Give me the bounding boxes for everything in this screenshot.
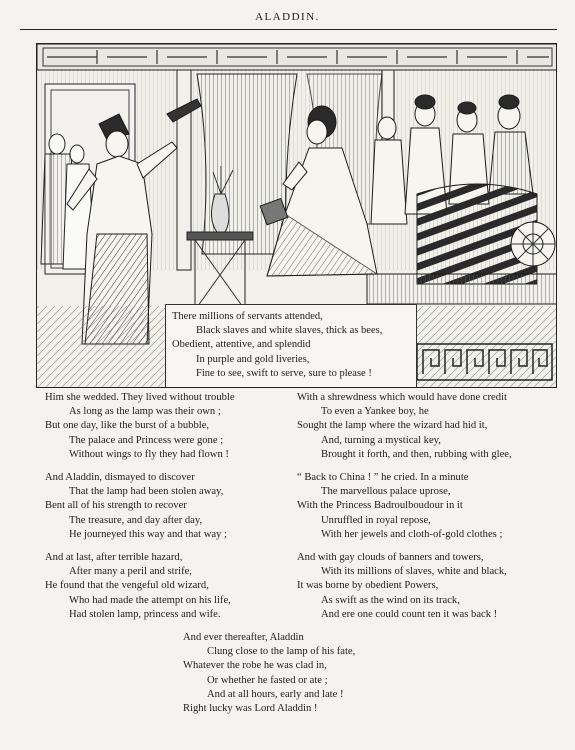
verse-line: “ Back to China ! ” he cried. In a minute xyxy=(297,472,469,484)
caption-line: Black slaves and white slaves, thick as bees, xyxy=(196,325,383,337)
verse-line: And ever thereafter, Aladdin xyxy=(183,632,304,643)
verse-line: Clung close to the lamp of his fate, xyxy=(207,646,356,658)
verse-line: But one day, like the burst of a bubble, xyxy=(45,420,210,432)
verse-line: With its millions of slaves, white and black, xyxy=(321,566,507,578)
verse-line: It was borne by obedient Powers, xyxy=(297,580,439,592)
verse-line: With the Princess Badroulboudour in it xyxy=(297,500,463,512)
verse-line: And at all hours, early and late ! xyxy=(207,688,344,700)
verse-line: That the lamp had been stolen away, xyxy=(69,486,224,498)
verse-line: Sought the lamp where the wizard had hid it, xyxy=(297,420,488,432)
verse-line: Brought it forth, and then, rubbing with glee, xyxy=(321,448,512,460)
lattice-frieze xyxy=(37,44,557,70)
verse-line: Without wings to fly they had flown ! xyxy=(69,448,229,460)
caption-line: There millions of servants attended, xyxy=(172,311,323,322)
verse-line: With her jewels and cloth-of-gold clothes ; xyxy=(321,528,503,540)
verse-line: And Aladdin, dismayed to discover xyxy=(45,472,195,484)
verse-line: Had stolen lamp, princess and wife. xyxy=(69,608,221,620)
header-rule xyxy=(20,29,557,30)
verse-line: And, turning a mystical key, xyxy=(321,434,441,446)
verse-line: Or whether he fasted or ate ; xyxy=(207,674,328,686)
verse-line: And at last, after terrible hazard, xyxy=(45,552,183,564)
caption-line: In purple and gold liveries, xyxy=(196,353,310,365)
verse-line: And with gay clouds of banners and towers, xyxy=(297,552,484,564)
verse-line: He journeyed this way and that way ; xyxy=(69,528,227,540)
verse-line: He found that the vengeful old wizard, xyxy=(45,580,209,592)
verse-line: And ere one could count ten it was back ! xyxy=(321,608,498,620)
engraving-illustration xyxy=(36,43,557,388)
verse-line: The treasure, and day after day, xyxy=(69,514,203,526)
verse-line: Bent all of his strength to recover xyxy=(45,500,187,512)
verse-line: The marvellous palace uprose, xyxy=(321,486,451,498)
verse-line: Right lucky was Lord Aladdin ! xyxy=(183,703,318,715)
caption-line: Fine to see, swift to serve, sure to please ! xyxy=(196,367,372,379)
closing-stanza xyxy=(183,631,355,716)
verse-line: Him she wedded. They lived without trouble xyxy=(45,392,235,403)
caption-box xyxy=(165,304,417,388)
verse-line: Who had made the attempt on his life, xyxy=(69,594,231,606)
verse-line: With a shrewdness which would have done credit xyxy=(297,392,507,403)
poem-right-column xyxy=(297,391,512,622)
verse-line: After many a peril and strife, xyxy=(69,566,192,578)
running-head: ALADDIN. xyxy=(255,11,320,23)
verse-line: The palace and Princess were gone ; xyxy=(69,434,224,446)
caption-line: Obedient, attentive, and splendid xyxy=(172,339,311,351)
poem-left-column xyxy=(45,391,235,622)
verse-line: As swift as the wind on its track, xyxy=(321,594,460,606)
verse-line: Unruffled in royal repose, xyxy=(321,514,431,526)
verse-line: Whatever the robe he was clad in, xyxy=(183,660,327,672)
verse-line: As long as the lamp was their own ; xyxy=(69,406,221,418)
verse-line: To even a Yankee boy, he xyxy=(321,406,429,418)
